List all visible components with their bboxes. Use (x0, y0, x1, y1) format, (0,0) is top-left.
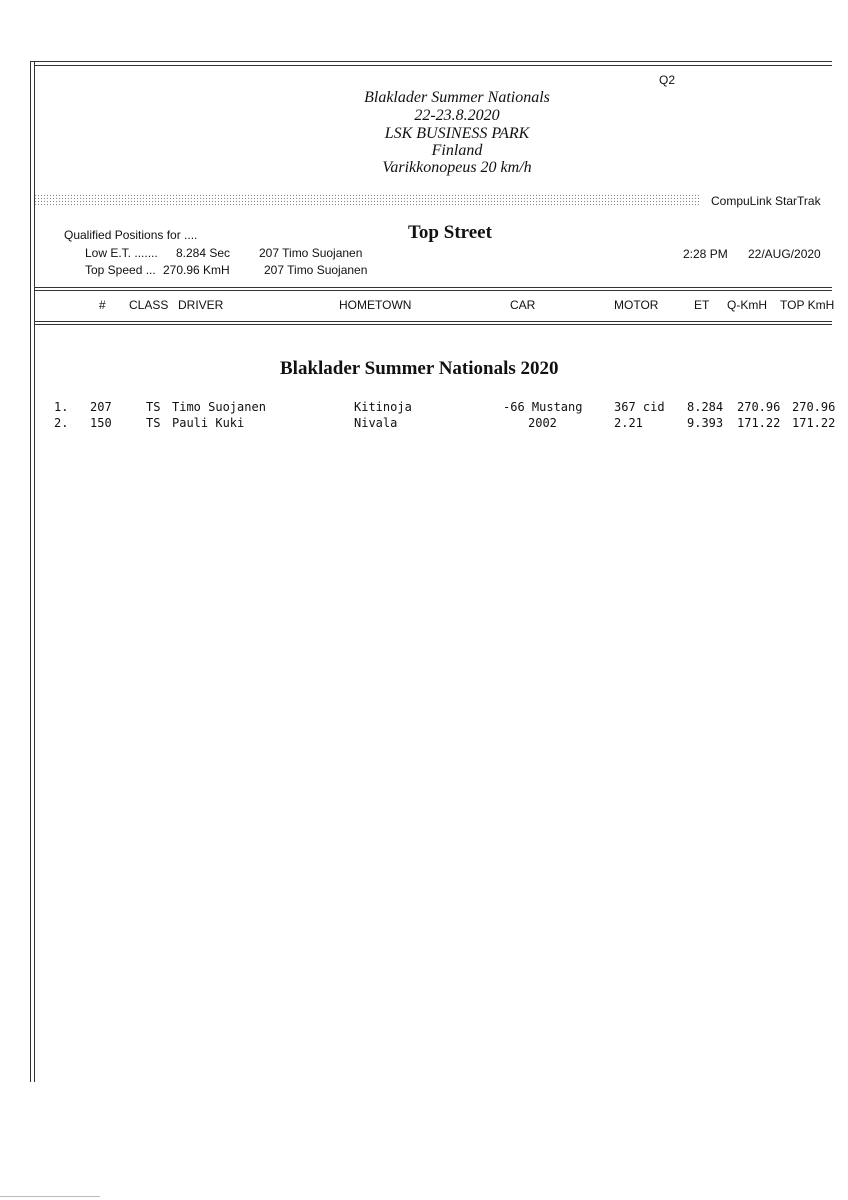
header-rule-top-2 (34, 290, 832, 291)
row-class: TS (146, 400, 161, 414)
row-et: 8.284 (687, 400, 724, 414)
row-top-kmh: 171.22 (792, 416, 836, 430)
row-q-kmh: 270.96 (737, 400, 781, 414)
low-et-holder: 207 Timo Suojanen (259, 246, 363, 260)
header-rule-top-1 (34, 287, 832, 288)
header-rule-bottom-2 (34, 324, 832, 325)
system-name: CompuLink StarTrak (711, 194, 821, 208)
row-q-kmh: 171.22 (737, 416, 781, 430)
round-label: Q2 (659, 73, 676, 87)
col-header-q-kmh: Q-KmH (727, 298, 767, 312)
low-et-label: Low E.T. ....... (85, 246, 158, 260)
row-motor: 367 cid (614, 400, 665, 414)
qualified-label: Qualified Positions for .... (64, 228, 198, 242)
row-hometown: Nivala (354, 416, 398, 430)
col-header-number: # (99, 298, 106, 312)
row-car: -66 Mustang (503, 400, 583, 414)
left-border-outer (30, 62, 31, 1082)
header-rule-bottom-1 (34, 321, 832, 322)
row-class: TS (146, 416, 161, 430)
col-header-top-kmh: TOP KmH (780, 298, 835, 312)
event-title: Blaklader Summer Nationals (364, 89, 550, 106)
row-position: 2. (54, 416, 69, 430)
col-header-et: ET (694, 298, 710, 312)
col-header-hometown: HOMETOWN (339, 298, 412, 312)
col-header-car: CAR (510, 298, 536, 312)
top-speed-label: Top Speed ... (85, 263, 156, 277)
col-header-class: CLASS (129, 298, 169, 312)
left-border-inner (34, 62, 35, 1082)
top-border-outer (30, 61, 832, 62)
event-country: Finland (431, 142, 483, 159)
event-venue: LSK BUSINESS PARK (384, 125, 530, 142)
row-position: 1. (54, 400, 69, 414)
col-header-driver: DRIVER (178, 298, 224, 312)
event-note: Varikkonopeus 20 km/h (382, 159, 532, 176)
event-dates: 22-23.8.2020 (414, 107, 500, 124)
section-title: Blaklader Summer Nationals 2020 (280, 358, 559, 379)
report-date: 22/AUG/2020 (748, 247, 821, 261)
row-driver: Timo Suojanen (172, 400, 266, 414)
row-et: 9.393 (687, 416, 724, 430)
row-hometown: Kitinoja (354, 400, 412, 414)
row-number: 150 (90, 416, 112, 430)
row-driver: Pauli Kuki (172, 416, 245, 430)
row-top-kmh: 270.96 (792, 400, 836, 414)
col-header-motor: MOTOR (614, 298, 659, 312)
top-speed-value: 270.96 KmH (163, 263, 230, 277)
row-motor: 2.21 (614, 416, 643, 430)
row-number: 207 (90, 400, 112, 414)
top-speed-holder: 207 Timo Suojanen (264, 263, 368, 277)
bottom-edge-line (0, 1196, 100, 1197)
low-et-value: 8.284 Sec (176, 246, 231, 260)
report-time: 2:28 PM (683, 247, 728, 261)
class-title: Top Street (408, 222, 492, 243)
row-car: 2002 (528, 416, 557, 430)
dotted-separator (34, 194, 701, 205)
top-border-inner (34, 65, 832, 66)
